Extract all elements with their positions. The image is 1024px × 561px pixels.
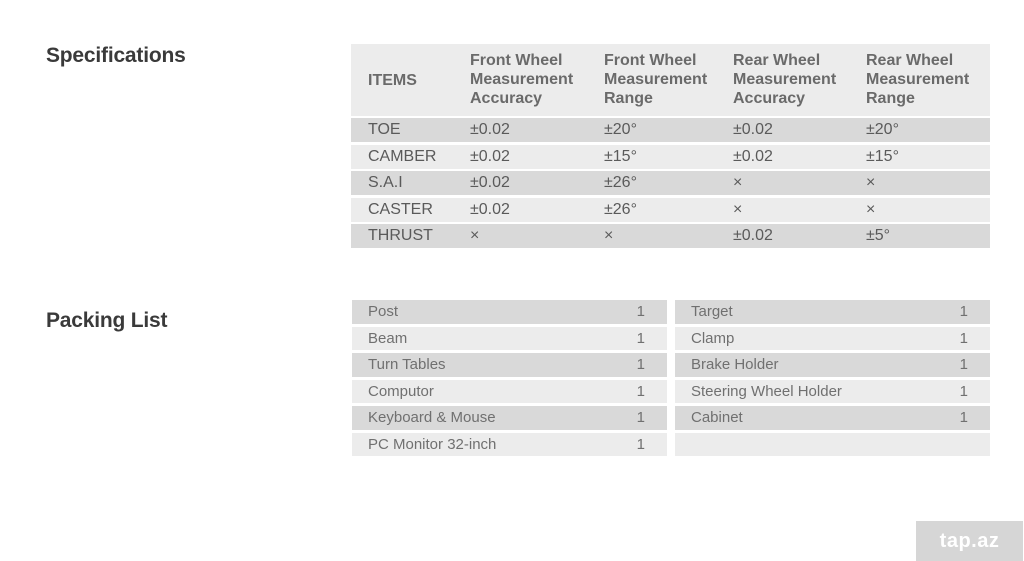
- packing-list-left: [352, 300, 667, 459]
- header-cell: Front Wheel Measurement Range: [604, 52, 708, 107]
- item-name-cell: THRUST: [368, 227, 433, 244]
- value-cell: ×: [470, 227, 480, 244]
- table-row: [351, 145, 990, 169]
- table-row: [351, 224, 990, 248]
- value-cell: ±0.02: [733, 227, 773, 244]
- list-item: [675, 406, 990, 430]
- header-items: ITEMS: [368, 71, 417, 89]
- header-cell: Front Wheel Measurement Accuracy: [470, 52, 574, 107]
- item-name: Target: [691, 303, 733, 321]
- list-item: [352, 433, 667, 457]
- item-name: Turn Tables: [368, 356, 446, 374]
- item-name: Keyboard & Mouse: [368, 409, 496, 427]
- list-item: [675, 433, 990, 457]
- list-item: [675, 380, 990, 404]
- item-quantity: 1: [636, 329, 645, 347]
- list-item: [675, 300, 990, 324]
- item-name-cell: CASTER: [368, 200, 433, 218]
- item-name: Brake Holder: [691, 356, 779, 374]
- item-quantity: 1: [636, 382, 645, 400]
- value-cell: ±20°: [604, 121, 637, 138]
- value-cell: ±15°: [604, 147, 637, 165]
- value-cell: ±0.02: [470, 200, 510, 218]
- list-item: [352, 300, 667, 324]
- value-cell: ±0.02: [733, 121, 773, 138]
- value-cell: ±0.02: [470, 121, 510, 138]
- value-cell: ±0.02: [733, 147, 773, 165]
- list-item: [675, 327, 990, 351]
- table-row: [351, 118, 990, 142]
- header-cell: Rear Wheel Measurement Accuracy: [733, 52, 837, 107]
- list-item: [352, 406, 667, 430]
- value-cell: ±15°: [866, 147, 899, 165]
- value-cell: ±20°: [866, 121, 899, 138]
- value-cell: ×: [866, 174, 876, 191]
- specifications-title: Specifications: [46, 44, 186, 67]
- item-name-cell: S.A.I: [368, 174, 403, 191]
- table-body: [351, 118, 990, 248]
- value-cell: ±0.02: [470, 174, 510, 191]
- item-name: Beam: [368, 329, 408, 347]
- item-name: Post: [368, 303, 399, 321]
- value-cell: ±5°: [866, 227, 891, 244]
- list-item: [352, 380, 667, 404]
- value-cell: ±26°: [604, 200, 637, 218]
- header-cell: [351, 44, 470, 116]
- list-item: [352, 327, 667, 351]
- value-cell: ×: [866, 200, 876, 218]
- item-name: Computor: [368, 382, 434, 400]
- value-cell: ±0.02: [470, 147, 510, 165]
- item-quantity: 1: [636, 435, 645, 453]
- table-row: [351, 198, 990, 222]
- value-cell: ×: [604, 227, 614, 244]
- packing-list-right: [675, 300, 990, 459]
- packing-list-title: Packing List: [46, 309, 168, 332]
- item-quantity: 1: [636, 303, 645, 321]
- item-quantity: 1: [959, 329, 968, 347]
- item-name-cell: CAMBER: [368, 147, 437, 165]
- item-quantity: 1: [959, 382, 968, 400]
- item-name: Cabinet: [691, 409, 743, 427]
- value-cell: ×: [733, 200, 743, 218]
- value-cell: ×: [733, 174, 743, 191]
- header-cell: Rear Wheel Measurement Range: [866, 52, 970, 107]
- item-quantity: 1: [959, 356, 968, 374]
- item-name-cell: TOE: [368, 121, 401, 138]
- list-item: [675, 353, 990, 377]
- item-quantity: 1: [636, 409, 645, 427]
- item-name: PC Monitor 32-inch: [368, 435, 497, 453]
- item-name: Clamp: [691, 329, 735, 347]
- item-quantity: 1: [959, 409, 968, 427]
- specifications-table: [351, 44, 990, 251]
- list-item: [352, 353, 667, 377]
- table-row: [351, 171, 990, 195]
- item-quantity: 1: [959, 303, 968, 321]
- table-header: [351, 44, 990, 116]
- item-quantity: 1: [636, 356, 645, 374]
- value-cell: ±26°: [604, 174, 637, 191]
- item-name: Steering Wheel Holder: [691, 382, 842, 400]
- watermark-logo: tap.az: [916, 521, 1023, 561]
